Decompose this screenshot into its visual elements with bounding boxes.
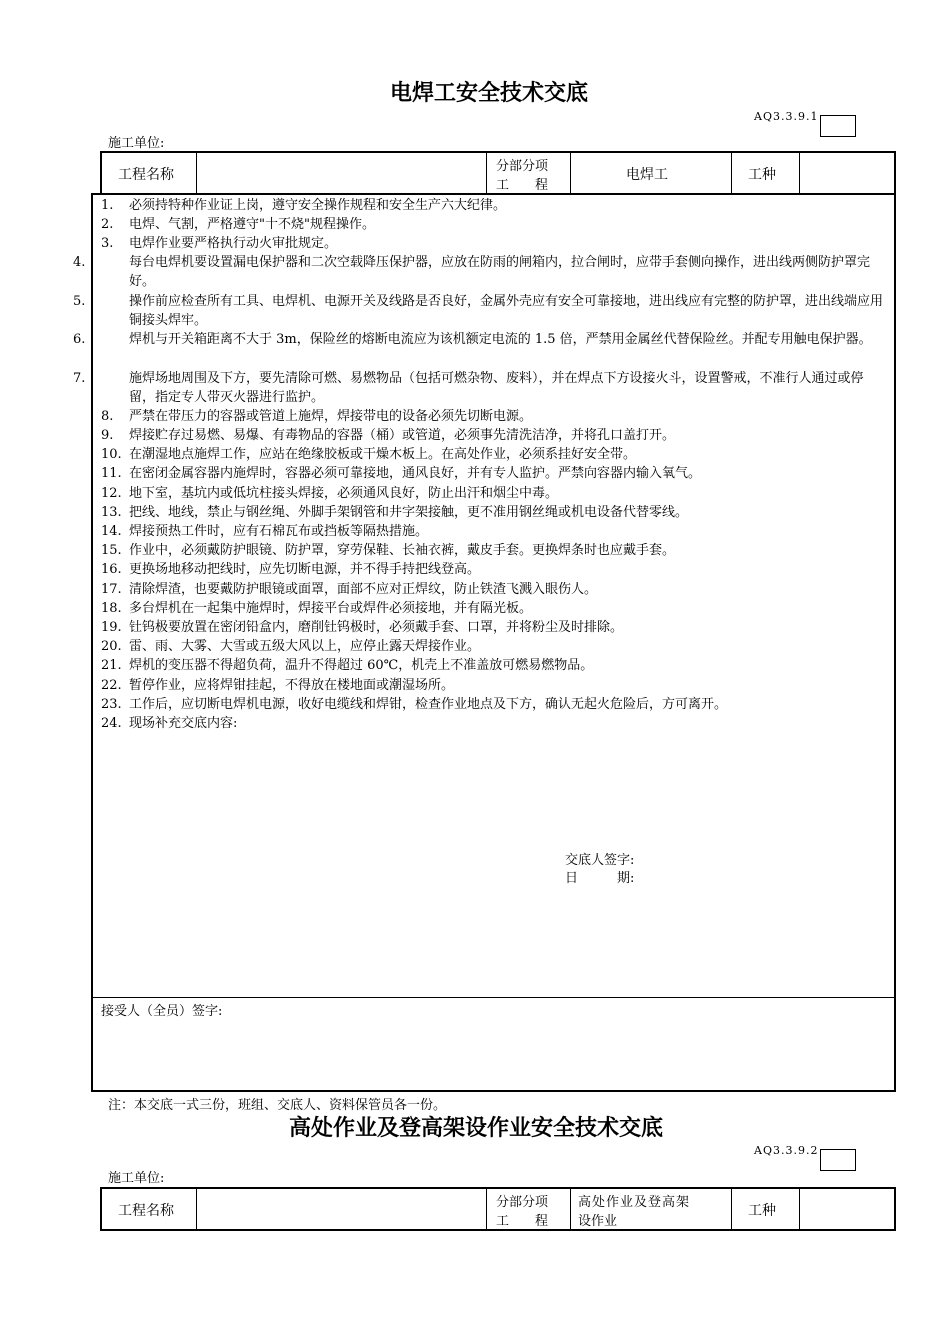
form1-header-row (100, 151, 896, 195)
form1-note: 注：本交底一式三份，班组、交底人、资料保管员各一份。 (108, 1098, 447, 1113)
form2-project-label: 工程名称 (118, 1203, 174, 1219)
form2-title: 高处作业及登高架设作业安全技术交底 (289, 1116, 664, 1141)
list-item: 10. 在潮湿地点施焊工作，应站在绝缘胶板或干燥木板上。在高处作业，必须系挂好安全带。 (101, 447, 637, 462)
date-label: 日 期: (565, 871, 635, 886)
form1-sub-label-1: 分部分项 (496, 159, 549, 174)
form2-sub-label-1: 分部分项 (496, 1195, 549, 1210)
form2-unit-label: 施工单位: (108, 1171, 165, 1186)
list-item: 17. 清除焊渣，也要戴防护眼镜或面罩，面部不应对正焊纹，防止铁渣飞溅入眼伤人。 (101, 582, 598, 597)
form2-trade-label: 工种 (748, 1203, 776, 1219)
list-item: 11. 在密闭金属容器内施焊时，容器必须可靠接地，通风良好，并有专人监护。严禁向容器内输入氧气。 (101, 466, 702, 481)
list-item: 13. 把线、地线，禁止与钢丝绳、外脚手架钢管和井字架接触，更不准用钢丝绳或机电设备代替零线。 (101, 505, 689, 520)
list-item: 22. 暂停作业，应将焊钳挂起，不得放在楼地面或潮湿场所。 (101, 678, 455, 693)
form1-sub-value: 电焊工 (626, 167, 668, 183)
list-item: 4. 每台电焊机要设置漏电保护器和二次空载降压保护器，应放在防雨的闸箱内，拉合闸时，应带手套侧向操作，进出线两侧防护罩完好。 (73, 255, 871, 289)
list-item: 14. 焊接预热工件时，应有石棉瓦布或挡板等隔热措施。 (101, 524, 429, 539)
form1-body (73, 193, 896, 1092)
receiver-label: 接受人（全员）签字: (101, 1004, 223, 1019)
list-item: 5. 操作前应检查所有工具、电焊机、电源开关及线路是否良好，金属外壳应有安全可靠接地，进出线应有完整的防护罩，进出线端应用铜接头焊牢。 (73, 294, 884, 328)
form1-code-box (820, 115, 856, 137)
list-item: 24. 现场补充交底内容: (101, 716, 238, 731)
form2-code: AQ3.3.9.2 (754, 1144, 819, 1157)
form1-trade-label: 工种 (748, 167, 776, 183)
list-item: 7. 施焊场地周围及下方，要先清除可燃、易燃物品（包括可燃杂物、废料），并在焊点下方设接火斗，设置警戒，不准行人通过或停留，指定专人带灭火器进行监护。 (73, 371, 864, 405)
list-item: 8. 严禁在带压力的容器或管道上施焊，焊接带电的设备必须先切断电源。 (101, 409, 533, 424)
list-item: 21. 焊机的变压器不得超负荷，温升不得超过 60℃，机壳上不准盖放可燃易燃物品。 (101, 658, 594, 673)
form2-code-box (820, 1149, 856, 1171)
form1-code: AQ3.3.9.1 (754, 110, 819, 123)
list-item: 9. 焊接贮存过易燃、易爆、有毒物品的容器（桶）或管道，必须事先清洗洁净，并将孔口盖打开。 (101, 428, 676, 443)
list-item: 18. 多台焊机在一起集中施焊时，焊接平台或焊件必须接地，并有隔光板。 (101, 601, 533, 616)
list-item: 20. 雷、雨、大雾、大雪或五级大风以上，应停止露天焊接作业。 (101, 639, 481, 654)
list-item: 19. 钍钨极要放置在密闭铅盒内，磨削钍钨极时，必须戴手套、口罩，并将粉尘及时排除。 (101, 620, 624, 635)
list-item: 23. 工作后，应切断电焊机电源，收好电缆线和焊钳，检查作业地点及下方，确认无起火危险后，方可离开。 (101, 697, 728, 712)
form1-unit-label: 施工单位: (108, 136, 165, 151)
form1-title: 电焊工安全技术交底 (390, 81, 589, 106)
sign-label: 交底人签字: (565, 853, 635, 868)
list-item: 1. 必须持特种作业证上岗，遵守安全操作规程和安全生产六大纪律。 (101, 198, 507, 213)
list-item: 16. 更换场地移动把线时，应先切断电源，并不得手持把线登高。 (101, 562, 481, 577)
list-item: 3. 电焊作业要严格执行动火审批规定。 (101, 236, 338, 251)
form2-sub-label-2: 工 程 (496, 1214, 549, 1229)
form2-sub-value-1: 高处作业及登高架 (578, 1195, 691, 1210)
list-item: 2. 电焊、气割，严格遵守"十不烧"规程操作。 (101, 217, 375, 232)
list-item: 15. 作业中，必须戴防护眼镜、防护罩，穿劳保鞋、长袖衣裤，戴皮手套。更换焊条时也应戴手套。 (101, 543, 676, 558)
list-item: 6. 焊机与开关箱距离不大于 3m，保险丝的熔断电流应为该机额定电流的 1.5 倍，严禁用金属丝代替保险丝。并配专用触电保护器。 (73, 332, 872, 347)
receiver-divider (93, 997, 894, 998)
form1-sub-label-2: 工 程 (496, 178, 549, 193)
form2-header-row (100, 1187, 896, 1231)
form2-sub-value-2: 设作业 (578, 1214, 618, 1229)
form1-project-label: 工程名称 (118, 167, 174, 183)
list-item: 12. 地下室，基坑内或低坑柱接头焊接，必须通风良好，防止出汗和烟尘中毒。 (101, 486, 559, 501)
